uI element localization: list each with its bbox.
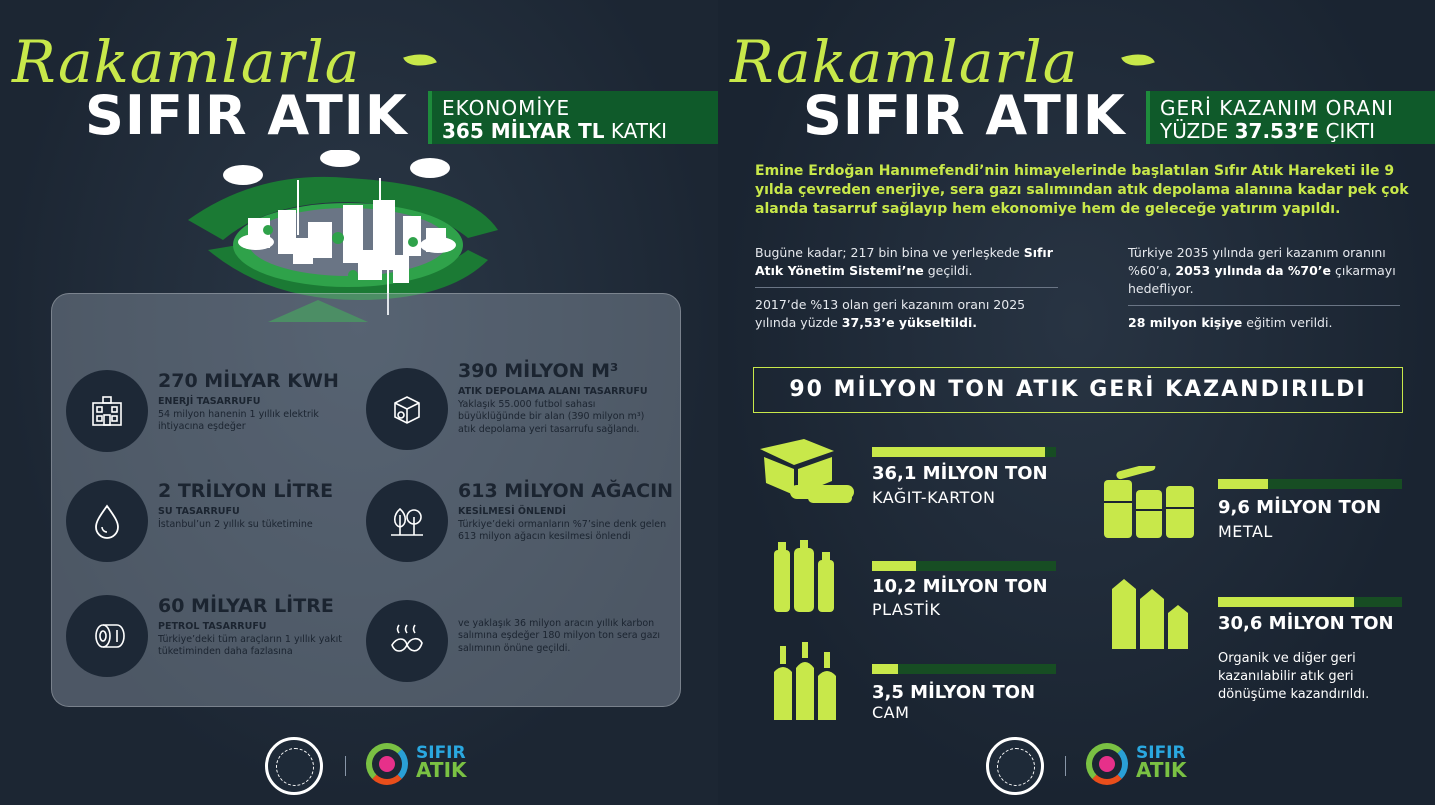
headline-rest: KATKI	[604, 119, 667, 143]
metal-cans-icon	[1102, 466, 1202, 544]
plastic-bottles-icon	[772, 538, 842, 614]
amount-glass: 3,5 MİLYON TON	[872, 682, 1036, 703]
logo-divider	[345, 756, 346, 776]
brand-line2: ATIK	[416, 758, 467, 783]
cartons-icon	[1108, 577, 1192, 651]
material-paper: KAĞIT-KARTON	[872, 488, 996, 507]
stat-desc: Yaklaşık 55.000 futbol sahası büyüklüğünde bir alan (390 milyon m³) atık depolama yeri tasarrufu sağlandı.	[458, 399, 645, 435]
material-glass: CAM	[872, 703, 910, 722]
leaf-emission-icon	[387, 621, 427, 661]
stat-value: 2 TRİLYON LİTRE	[158, 480, 334, 502]
right-infographic	[718, 0, 1435, 805]
amount-metal: 9,6 MİLYON TON	[1218, 497, 1382, 518]
headline-line1: GERİ KAZANIM ORANI	[1160, 96, 1394, 120]
stat-value: 613 MİLYON AĞACIN	[458, 480, 674, 502]
leaf-icon	[403, 47, 437, 72]
sifir-atik-swirl-icon	[1086, 743, 1128, 785]
info-target	[1128, 244, 1408, 298]
info-text: geçildi.	[923, 263, 973, 279]
main-title: SIFIR ATIK	[85, 84, 408, 147]
headline-rest: ÇIKTI	[1319, 119, 1376, 143]
info-bold: 28 milyon kişiye	[1128, 315, 1243, 330]
headline-amount: 365 MİLYAR TL	[442, 119, 605, 143]
headline-line1: EKONOMİYE	[442, 96, 571, 120]
amount-plastic: 10,2 MİLYON TON	[872, 576, 1048, 597]
info-education	[1128, 314, 1408, 332]
glass-bottles-icon	[772, 642, 842, 722]
stat-icon-circle	[366, 480, 448, 562]
stat-emission	[366, 600, 676, 690]
stat-trees	[366, 480, 676, 570]
ministry-seal-logo	[265, 737, 323, 795]
stats-card	[51, 293, 681, 707]
stat-water	[66, 480, 366, 570]
headline-line2	[442, 120, 708, 143]
sifir-atik-logo	[1136, 743, 1187, 783]
stat-desc: Türkiye’deki tüm araçların 1 yıllık yakıt tüketiminden daha fazlasına	[158, 634, 343, 658]
stat-value: 390 MİLYON M³	[458, 360, 619, 382]
stat-value: 60 MİLYAR LİTRE	[158, 595, 334, 617]
intro-paragraph: Emine Erdoğan Hanımefendi’nin himayelerinde başlatılan Sıfır Atık Hareketi ile 9 yılda çevreden enerjiye, sera gazı salımından atık depolama alanına kadar pek çok alanda tasarruf sağlayıp hem ekonomiye hem de geleceğe yatırım yapıldı.	[755, 163, 1409, 218]
oil-barrel-icon	[87, 616, 127, 656]
amount-paper: 36,1 MİLYON TON	[872, 463, 1048, 484]
stat-icon-circle	[66, 595, 148, 677]
stat-label: PETROL TASARRUFU	[158, 621, 267, 632]
stat-desc: İstanbul’un 2 yıllık su tüketimine	[158, 519, 313, 530]
info-bold: Sıfır Atık Yönetim Sistemi’ne	[755, 245, 1053, 279]
info-text: 2017’de %13 olan geri kazanım oranı 2025 yılında yüzde	[755, 297, 1026, 331]
sifir-atik-logo	[416, 743, 467, 783]
info-text: Türkiye 2035 yılında geri kazanım oranını %60’a,	[1128, 245, 1386, 279]
info-bold: 2053 yılında da %70’e	[1175, 263, 1332, 279]
info-text: çıkarmayı hedefliyor.	[1128, 263, 1396, 297]
sifir-atik-swirl-icon	[366, 743, 408, 785]
logo-divider	[1065, 756, 1066, 776]
stat-desc: ve yaklaşık 36 milyon aracın yıllık karbon salımına eşdeğer 180 milyon ton sera gazı salımının önüne geçildi.	[458, 618, 661, 654]
stat-landfill	[366, 360, 676, 460]
stat-oil	[66, 595, 366, 685]
stat-desc: Türkiye’deki ormanların %7’sine denk gelen 613 milyon ağacın kesilmesi önlendi	[458, 519, 667, 543]
headline-pre: YÜZDE	[1160, 119, 1235, 143]
divider	[755, 287, 1058, 288]
headline-box	[1146, 91, 1435, 144]
stat-icon-circle	[366, 600, 448, 682]
progress-bar-paper	[872, 447, 1056, 457]
leaf-icon	[1121, 47, 1155, 72]
main-title: SIFIR ATIK	[803, 84, 1126, 147]
stat-label: ATIK DEPOLAMA ALANI TASARRUFU	[458, 386, 648, 397]
material-plastic: PLASTİK	[872, 600, 941, 619]
paper-cardboard-icon	[754, 435, 858, 507]
headline-line2	[1160, 120, 1425, 143]
divider	[1128, 305, 1400, 306]
material-metal: METAL	[1218, 522, 1273, 541]
progress-bar-plastic	[872, 561, 1056, 571]
stat-icon-circle	[366, 368, 448, 450]
brand-line1: SIFIR	[416, 743, 466, 763]
progress-bar-metal	[1218, 479, 1402, 489]
total-banner: 90 MİLYON TON ATIK GERİ KAZANDIRILDI	[753, 367, 1403, 413]
progress-fill	[1218, 597, 1354, 607]
info-text: eğitim verildi.	[1242, 315, 1333, 330]
stat-label: SU TASARRUFU	[158, 506, 240, 517]
brand-line1: SIFIR	[1136, 743, 1186, 763]
progress-fill	[872, 664, 898, 674]
progress-bar-organic	[1218, 597, 1402, 607]
progress-fill	[872, 561, 916, 571]
info-bold: 37,53’e yükseltildi.	[841, 315, 978, 331]
stat-desc: 54 milyon hanenin 1 yıllık elektrik ihtiyacına eşdeğer	[158, 409, 319, 433]
water-drop-icon	[87, 501, 127, 541]
brand-line2: ATIK	[1136, 758, 1187, 783]
script-title: Rakamlarla	[730, 28, 1079, 96]
stat-energy	[66, 370, 366, 460]
stat-label: ENERJİ TASARRUFU	[158, 396, 261, 407]
info-text: Bugüne kadar; 217 bin bina ve yerleşkede	[755, 245, 1024, 260]
script-title: Rakamlarla	[12, 28, 361, 96]
progress-fill	[1218, 479, 1268, 489]
recycle-box-icon	[387, 389, 427, 429]
headline-box	[428, 91, 718, 144]
amount-organic: 30,6 MİLYON TON	[1218, 613, 1394, 634]
progress-fill	[872, 447, 1045, 457]
trees-icon	[387, 501, 427, 541]
material-organic: Organik ve diğer geri kazanılabilir atık geri dönüşüme kazandırıldı.	[1218, 651, 1370, 703]
info-recovery-rate	[755, 296, 1070, 332]
headline-rate: 37.53’E	[1234, 119, 1320, 143]
building-icon	[87, 391, 127, 431]
stat-icon-circle	[66, 480, 148, 562]
stat-value: 270 MİLYAR KWH	[158, 370, 339, 392]
stat-icon-circle	[66, 370, 148, 452]
progress-bar-glass	[872, 664, 1056, 674]
ministry-seal-logo	[986, 737, 1044, 795]
stat-label: KESİLMESİ ÖNLENDİ	[458, 506, 566, 517]
info-buildings	[755, 244, 1065, 280]
